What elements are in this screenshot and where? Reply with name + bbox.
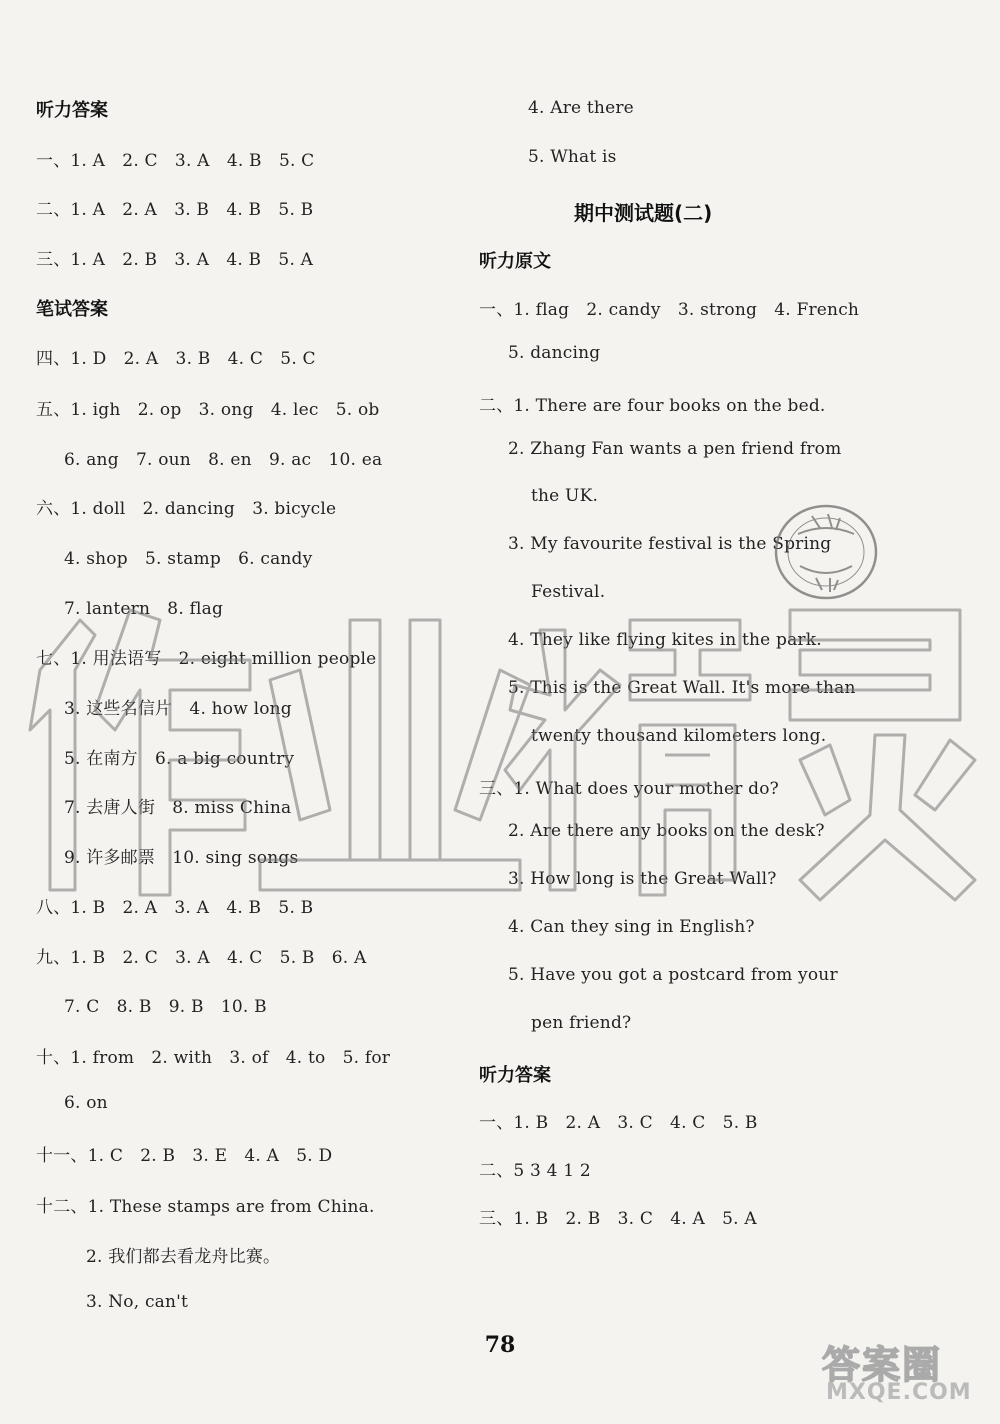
script-line: twenty thousand kilometers long. bbox=[531, 726, 827, 746]
answer-line: 7. C 8. B 9. B 10. B bbox=[64, 997, 267, 1017]
answer-line: 3. 这些名信片 4. how long bbox=[64, 699, 292, 719]
script-line: 2. Are there any books on the desk? bbox=[508, 821, 825, 841]
listening-answers-heading: 听力答案 bbox=[36, 100, 108, 121]
site-logo-main: 答案圈 bbox=[822, 1343, 943, 1387]
watermark-glyph bbox=[505, 620, 750, 895]
script-line: the UK. bbox=[531, 486, 599, 506]
answer-line: 二、5 3 4 1 2 bbox=[479, 1161, 591, 1181]
watermark-stamp bbox=[770, 494, 882, 606]
answer-line: 七、1. 用法语写 2. eight million people bbox=[36, 649, 377, 669]
answer-line: 4. Are there bbox=[528, 98, 634, 118]
script-line: pen friend? bbox=[531, 1013, 632, 1033]
script-line: 二、1. There are four books on the bed. bbox=[479, 396, 826, 416]
listening-answers-heading: 听力答案 bbox=[479, 1065, 551, 1086]
answer-line: 9. 许多邮票 10. sing songs bbox=[64, 848, 299, 868]
script-line: 5. This is the Great Wall. It's more than bbox=[508, 678, 856, 698]
written-answers-heading: 笔试答案 bbox=[36, 299, 108, 320]
answer-line: 三、1. A 2. B 3. A 4. B 5. A bbox=[36, 250, 314, 270]
answer-line: 6. on bbox=[64, 1093, 108, 1113]
script-line: Festival. bbox=[531, 582, 606, 602]
script-line: 三、1. What does your mother do? bbox=[479, 779, 779, 799]
answer-line: 十、1. from 2. with 3. of 4. to 5. for bbox=[36, 1048, 391, 1068]
script-line: 3. How long is the Great Wall? bbox=[508, 869, 777, 889]
answer-line: 十二、1. These stamps are from China. bbox=[36, 1197, 375, 1217]
answer-line: 一、1. B 2. A 3. C 4. C 5. B bbox=[479, 1113, 758, 1133]
answer-line: 一、1. A 2. C 3. A 4. B 5. C bbox=[36, 151, 315, 171]
page-number: 78 bbox=[484, 1332, 516, 1358]
answer-line: 六、1. doll 2. dancing 3. bicycle bbox=[36, 499, 337, 519]
script-line: 4. Can they sing in English? bbox=[508, 917, 755, 937]
answer-line: 5. What is bbox=[528, 147, 617, 167]
script-line: 4. They like flying kites in the park. bbox=[508, 630, 822, 650]
script-line: 3. My favourite festival is the Spring bbox=[508, 534, 832, 554]
watermark-glyph bbox=[790, 610, 975, 900]
answer-line: 二、1. A 2. A 3. B 4. B 5. B bbox=[36, 200, 314, 220]
site-logo bbox=[812, 1330, 990, 1414]
answer-line: 四、1. D 2. A 3. B 4. C 5. C bbox=[36, 349, 316, 369]
answer-line: 7. 去唐人街 8. miss China bbox=[64, 798, 292, 818]
script-line: 2. Zhang Fan wants a pen friend from bbox=[508, 439, 842, 459]
answer-line: 五、1. igh 2. op 3. ong 4. lec 5. ob bbox=[36, 400, 380, 420]
answer-line: 5. 在南方 6. a big country bbox=[64, 749, 295, 769]
script-line: 一、1. flag 2. candy 3. strong 4. French bbox=[479, 300, 860, 320]
answer-line: 3. No, can't bbox=[86, 1292, 189, 1312]
answer-line: 4. shop 5. stamp 6. candy bbox=[64, 549, 313, 569]
answer-line: 十一、1. C 2. B 3. E 4. A 5. D bbox=[36, 1146, 333, 1166]
answer-line: 6. ang 7. oun 8. en 9. ac 10. ea bbox=[64, 450, 383, 470]
answer-line: 7. lantern 8. flag bbox=[64, 599, 224, 619]
section-title: 期中测试题(二) bbox=[574, 201, 713, 225]
listening-script-heading: 听力原文 bbox=[479, 251, 551, 272]
answer-line: 九、1. B 2. C 3. A 4. C 5. B 6. A bbox=[36, 948, 367, 968]
answer-line: 2. 我们都去看龙舟比赛。 bbox=[86, 1247, 281, 1267]
site-logo-domain: MXQE.COM bbox=[826, 1380, 972, 1405]
script-line: 5. dancing bbox=[508, 343, 601, 363]
script-line: 5. Have you got a postcard from your bbox=[508, 965, 838, 985]
answer-line: 八、1. B 2. A 3. A 4. B 5. B bbox=[36, 898, 314, 918]
answer-line: 三、1. B 2. B 3. C 4. A 5. A bbox=[479, 1209, 757, 1229]
